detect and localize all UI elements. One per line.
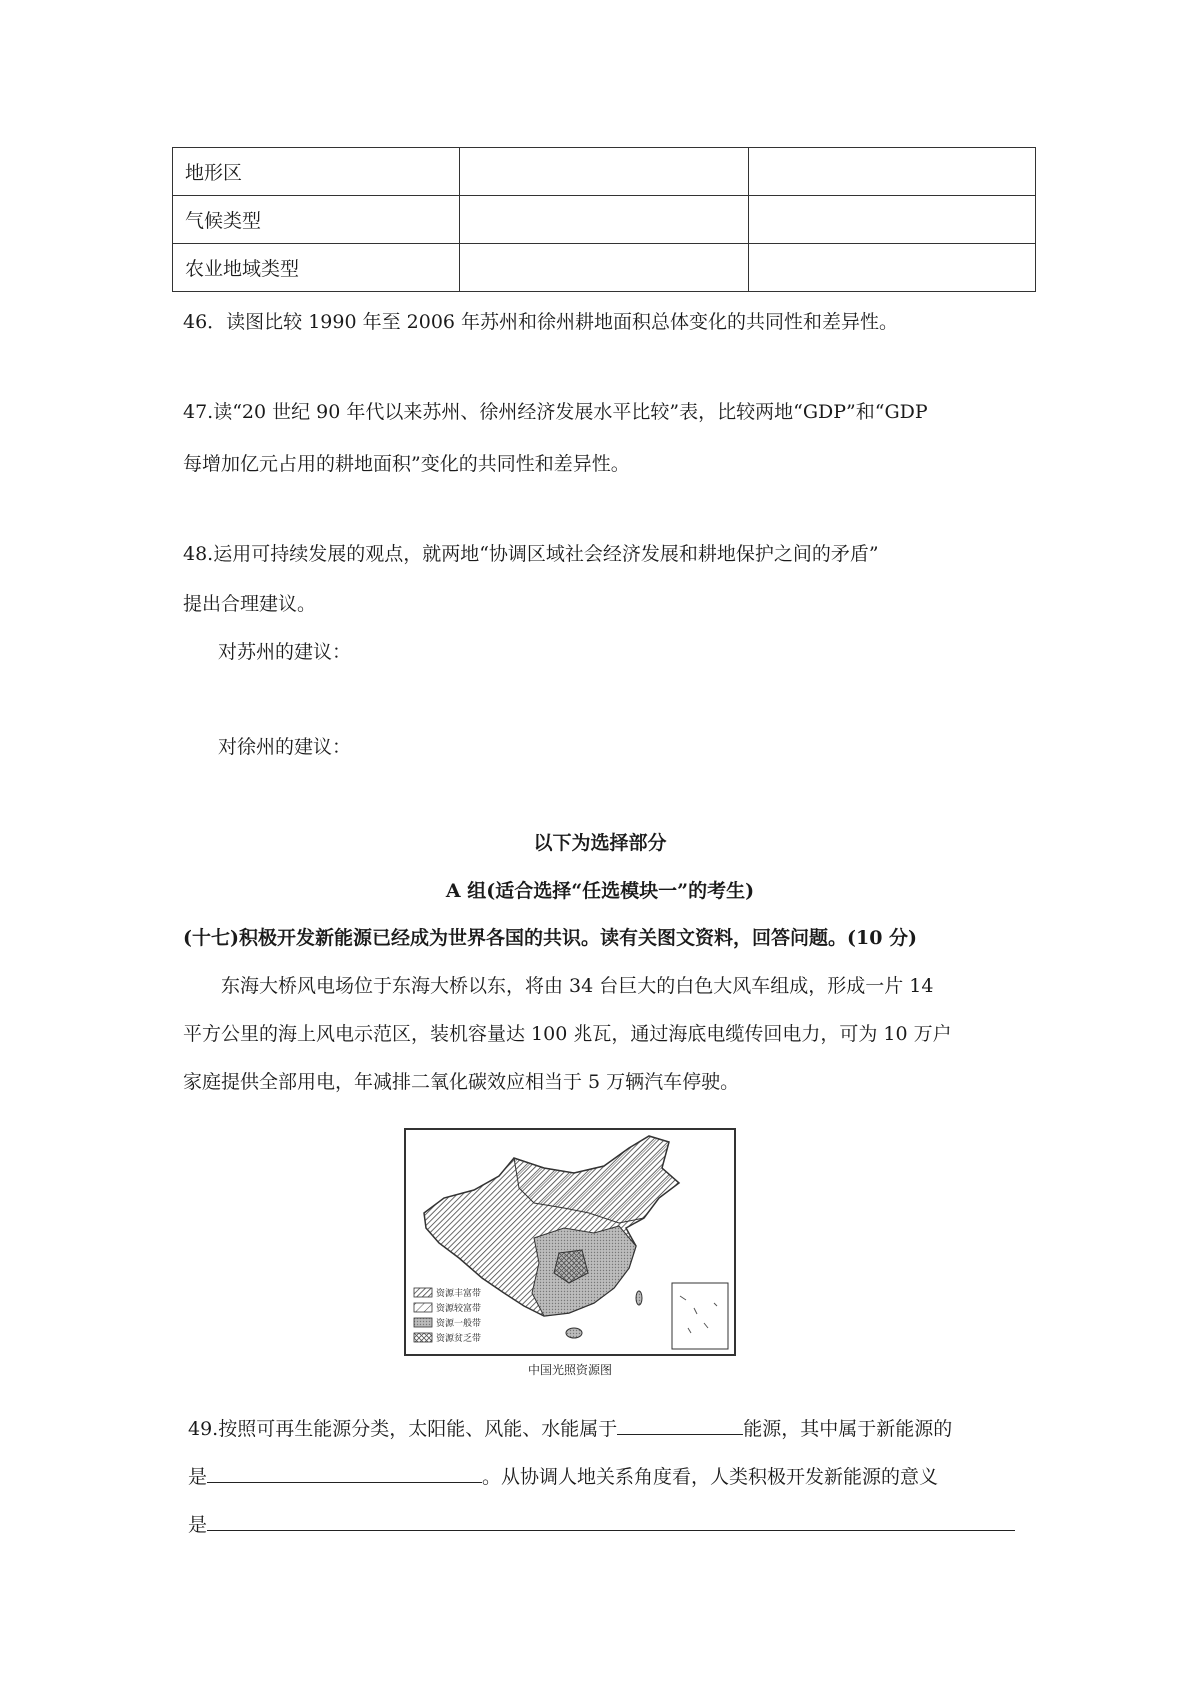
legend-label-average: 资源一般带 (436, 1319, 482, 1329)
q49-text-2: 能源，其中属于新能源的 (743, 1418, 953, 1440)
section-heading: (十七)积极开发新能源已经成为世界各国的共识。读有关图文资料，回答问题。(10 分) (183, 927, 918, 949)
question-47-line1: 47.读“20 世纪 90 年代以来苏州、徐州经济发展水平比较”表，比较两地“GDP”和“GDP (183, 401, 928, 423)
question-49-line2 (188, 1460, 938, 1489)
passage-line1: 东海大桥风电场位于东海大桥以东，将由 34 台巨大的白色大风车组成，形成一片 14 (221, 975, 934, 997)
q49-text-5: 是 (188, 1514, 208, 1536)
answer-blank-1[interactable] (617, 1412, 743, 1435)
table-cell (460, 244, 749, 292)
question-49-line3 (188, 1508, 1015, 1537)
legend-label-rich: 资源丰富带 (436, 1289, 482, 1299)
table-row (173, 148, 1036, 196)
south-china-sea-inset (672, 1283, 728, 1349)
table-cell (460, 196, 749, 244)
table-cell-label: 农业地域类型 (173, 244, 460, 292)
table-cell-label: 气候类型 (173, 196, 460, 244)
question-46: 46．读图比较 1990 年至 2006 年苏州和徐州耕地面积总体变化的共同性和差异性。 (183, 311, 899, 333)
table-cell (460, 148, 749, 196)
question-49-line1 (188, 1412, 952, 1441)
q49-text-4: 。从协调人地关系角度看，人类积极开发新能源的意义 (482, 1466, 939, 1488)
question-48-line1: 48.运用可持续发展的观点，就两地“协调区域社会经济发展和耕地保护之间的矛盾” (183, 543, 879, 565)
table-cell (749, 244, 1036, 292)
q49-text-3: 是 (188, 1466, 208, 1488)
legend-label-poor: 资源贫乏带 (436, 1334, 482, 1344)
question-48-line2: 提出合理建议。 (183, 593, 317, 615)
table-row (173, 244, 1036, 292)
q49-text-1: 49.按照可再生能源分类，太阳能、风能、水能属于 (188, 1418, 618, 1440)
legend-label-fairly-rich: 资源较富带 (436, 1304, 482, 1314)
table-row (173, 196, 1036, 244)
question-47-line2: 每增加亿元占用的耕地面积”变化的共同性和差异性。 (183, 453, 630, 475)
answer-blank-3[interactable] (207, 1508, 1015, 1531)
passage-line3: 家庭提供全部用电，年减排二氧化碳效应相当于 5 万辆汽车停驶。 (183, 1071, 740, 1093)
question-48-xuzhou: 对徐州的建议： (218, 736, 352, 758)
table-cell (749, 196, 1036, 244)
table-cell-label: 地形区 (173, 148, 460, 196)
china-sunlight-map (404, 1128, 736, 1356)
answer-blank-2[interactable] (207, 1460, 482, 1483)
region-comparison-table (172, 147, 1036, 292)
question-48-suzhou: 对苏州的建议： (218, 641, 352, 663)
section-title: 以下为选择部分 (533, 832, 667, 854)
table-cell (749, 148, 1036, 196)
figure-caption: 中国光照资源图 (527, 1363, 612, 1377)
passage-line2: 平方公里的海上风电示范区，装机容量达 100 兆瓦，通过海底电缆传回电力，可为 10 万户 (183, 1023, 952, 1045)
group-title: A 组(适合选择“任选模块一”的考生) (445, 880, 755, 902)
